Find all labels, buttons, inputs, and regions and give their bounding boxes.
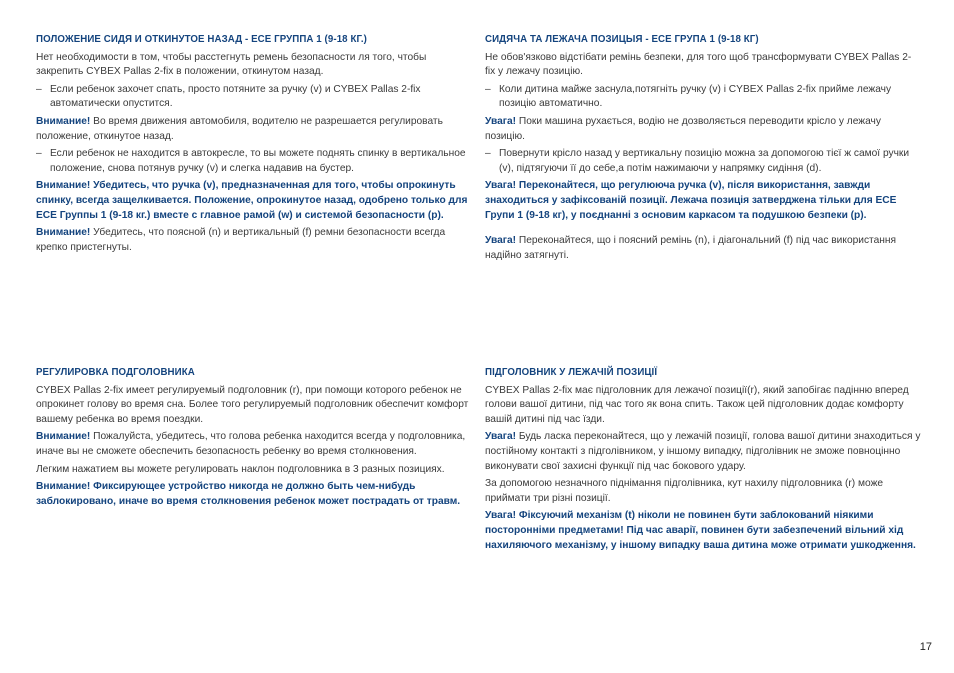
uk-position-bullet-1 [485,83,921,112]
uk-headrest-paragraph-2: За допомогою незначного піднімання підголівника, кут нахилу підголовника (r) може приймати три різні позиції. [485,478,884,504]
warning-label: Увага! [485,115,517,127]
uk-position-warning-1 [485,115,921,144]
ru-position-bullet-1-text: Если ребенок захочет спать, просто потяните за ручку (v) и CYBEX Pallas 2-fix автоматически опустится. [50,83,421,110]
ru-position-bullet-1 [36,83,472,112]
ru-position-section [36,33,472,258]
ru-headrest-warning-1 [36,430,472,459]
uk-position-bullet-2 [485,147,921,176]
uk-headrest-warning-2: Увага! Фіксуючий механізм (t) ніколи не повинен бути заблокований ніякими посторонніми предметами! Під час аварії, повинен бути забезпечений вільний хід нахиляючого механізму, у іншому випадку ваша дитина може отримати ушкодження. [485,510,916,551]
uk-headrest-warning-1-text: Будь ласка переконайтеся, що у лежачій позиції, голова вашої дитини знаходиться у постійному контакті з підголівником, у іншому випадку, підголівник не зможе повноцінно виконувати свої захисні функції під час бокового удару. [485,431,921,472]
uk-headrest-warning-1 [485,430,921,474]
uk-position-warning-2: Увага! Переконайтеся, що регулююча ручка (v), після використання, завжди знаходиться у зафіксованій позиції. Лежача позиція затверджена тільки для ECE Групи 1 (9-18 кг), у поєднанні з основим каркасом та подушкою безпеки (p). [485,180,897,221]
uk-position-section [485,33,921,266]
page-number: 17 [919,641,932,653]
ru-headrest-section [36,366,472,512]
warning-label: Внимание! [36,115,91,127]
uk-position-heading: СИДЯЧА ТА ЛЕЖАЧА ПОЗИЦЫЯ - ECE ГРУПА 1 (9-18 КГ) [485,34,759,45]
uk-headrest-heading: ПІДГОЛОВНИК У ЛЕЖАЧІЙ ПОЗИЦІЇ [485,367,658,378]
uk-position-bullet-2-text: Повернути крісло назад у вертикальну позицію можна за допомогою тієї ж самої ручки (v), підтягуючи її до себе,а потім нажимаючи у напрямку сидіння (d). [499,148,910,174]
ru-headrest-intro: CYBEX Pallas 2-fix имеет регулируемый подголовник (r), при помощи которого ребенок не опрокинет голову во время сна. Более того регулируемый подголовник обеспечит комфорт вашему ребенка во время поездки. [36,384,469,425]
uk-position-bullet-1-text: Коли дитина майже заснула,потягніть ручку (v) і CYBEX Pallas 2-fix прийме лежачу позицію автоматично. [499,83,892,110]
warning-label: Внимание! [36,431,91,443]
uk-position-warning-3 [485,234,921,263]
uk-headrest-intro: CYBEX Pallas 2-fix має підголовник для лежачої позиції(r), який запобігає падінню вперед голови вашої дитини, під час того як вона спить. Також цей підголовник додає комфорту вашій дитині під час їзди. [485,384,909,425]
bullet-dash: – [485,83,491,95]
ru-position-heading: ПОЛОЖЕНИЕ СИДЯ И ОТКИНУТОЕ НАЗАД - ECE ГРУППА 1 (9-18 КГ.) [36,34,367,45]
ru-position-warning-2: Внимание! Убедитесь, что ручка (v), предназначенная для того, чтобы опрокинуть спинку, всегда защелкивается. Положение, опрокинутое назад, одобрено только для ECE Группы 1 (9-18 кг.) вместе с главное рамой (w) и системой безопасности (p). [36,180,468,221]
ru-position-bullet-2-text: Если ребенок не находится в автокресле, то вы можете поднять спинку в вертикальное положение, снова потянув ручку (v) и слегка надавив на бустер. [50,148,466,174]
warning-label: Увага! [485,431,517,443]
ru-position-warning-3 [36,226,472,255]
bullet-dash: – [485,148,491,160]
bullet-dash: – [36,148,42,160]
warning-label: Внимание! [36,227,91,239]
uk-position-intro: Не обов'язково відстібати ремінь безпеки, для того щоб трансформувати CYBEX Pallas 2-fix у лежачу позицію. [485,51,912,78]
ru-position-intro: Нет необходимости в том, чтобы расстегнуть ремень безопасности ля того, чтобы закрепить CYBEX Pallas 2-fix в положении, откинутом назад. [36,51,427,78]
ru-position-bullet-2 [36,147,472,176]
ru-headrest-warning-2: Внимание! Фиксирующее устройство никогда не должно быть чем-нибудь заблокировано, иначе во время столкновения ребенок может пострадать от травм. [36,481,461,507]
ru-headrest-paragraph-2: Легким нажатием вы можете регулировать наклон подголовника в 3 разных позициях. [36,463,445,475]
ru-headrest-warning-1-text: Пожалуйста, убедитесь, что голова ребенка находится всегда у подголовника, иначе вы не сможете обеспечить безопасность ребенку во время столкновения. [36,431,466,457]
warning-label: Увага! [485,235,517,247]
bullet-dash: – [36,83,42,95]
uk-headrest-section [485,366,921,556]
ru-headrest-heading: РЕГУЛИРОВКА ПОДГОЛОВНИКА [36,367,195,378]
ru-position-warning-1-text: Во время движения автомобиля, водителю не разрешается регулировать положение, откинутое назад. [36,115,443,142]
ru-position-warning-3-text: Убедитесь, что поясной (n) и вертикальный (f) ремни безопасности всегда крепко пристегнуты. [36,227,446,253]
uk-position-warning-3-text: Переконайтеся, що і поясний ремінь (n), і діагональний (f) під час використання надійно затягнуті. [485,235,897,261]
ru-position-warning-1 [36,115,472,144]
uk-position-warning-1-text: Поки машина рухається, водію не дозволяється переводити крісло у лежачу позицію. [485,115,881,142]
